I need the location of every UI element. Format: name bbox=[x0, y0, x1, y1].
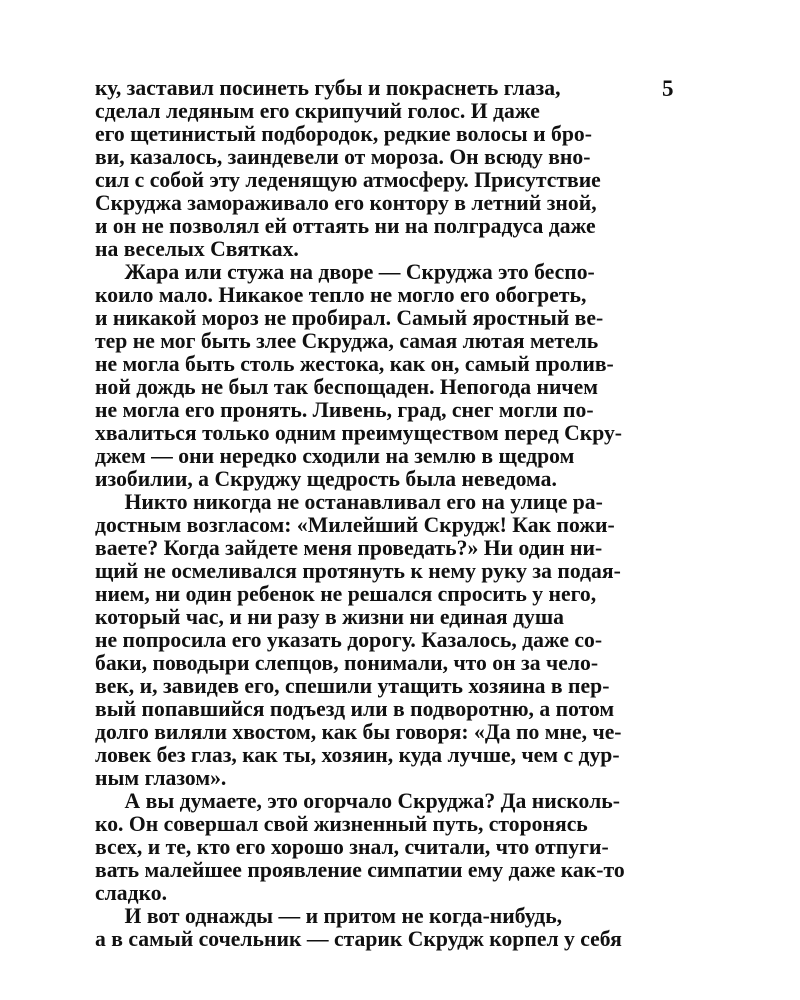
text-line: вать малейшее проявление симпатии ему даже как-то bbox=[95, 857, 625, 882]
text-line: сил с собой эту леденящую атмосферу. Присутствие bbox=[95, 167, 601, 192]
text-line: на веселых Святках. bbox=[95, 236, 299, 261]
paragraph-first-line: А вы думаете, это огорчало Скруджа? Да нисколь- bbox=[124, 788, 620, 813]
text-line: хвалиться только одним преимуществом перед Скру- bbox=[95, 420, 623, 445]
text-line: ловек без глаз, как ты, хозяин, куда лучше, чем с дур- bbox=[95, 742, 620, 767]
text-line: нием, ни один ребенок не решался спросить у него, bbox=[95, 581, 597, 606]
text-line: вый попавшийся подъезд или в подворотню, а потом bbox=[95, 696, 615, 721]
text-line: не попросила его указать дорогу. Казалось, даже со- bbox=[95, 627, 603, 652]
text-line: всех, и те, кто его хорошо знал, считали, что отпуги- bbox=[95, 834, 609, 859]
text-line: сделал ледяным его скрипучий голос. И даже bbox=[95, 98, 540, 123]
text-line: ным глазом». bbox=[95, 765, 227, 790]
text-line: и он не позволял ей оттаять ни на полградуса даже bbox=[95, 213, 596, 238]
text-line: щий не осмеливался протянуть к нему руку за подая- bbox=[95, 558, 621, 583]
text-line: долго виляли хвостом, как бы говоря: «Да по мне, че- bbox=[95, 719, 622, 744]
text-line: ви, казалось, заиндевели от мороза. Он всюду вно- bbox=[95, 144, 591, 169]
text-line: изобилии, а Скруджу щедрость была неведома. bbox=[95, 466, 557, 491]
text-line: ко. Он совершал свой жизненный путь, сторонясь bbox=[95, 811, 588, 836]
text-line: а в самый сочельник — старик Скрудж корпел у себя bbox=[95, 926, 622, 951]
text-line: не могла быть столь жестока, как он, самый пролив- bbox=[95, 351, 614, 376]
body-text bbox=[95, 76, 664, 950]
text-line: сладко. bbox=[95, 880, 168, 905]
text-line: его щетинистый подбородок, редкие волосы и бро- bbox=[95, 121, 592, 146]
text-line: ной дождь не был так беспощаден. Непогода ничем bbox=[95, 374, 599, 399]
paragraph-first-line: И вот однажды — и притом не когда-нибудь, bbox=[124, 903, 563, 928]
text-line: баки, поводыри слепцов, понимали, что он за чело- bbox=[95, 650, 599, 675]
paragraph-first-line: Никто никогда не останавливал его на улице ра- bbox=[124, 489, 603, 514]
text-line: джем — они нередко сходили на землю в щедром bbox=[95, 443, 575, 468]
page-number: 5 bbox=[662, 76, 674, 101]
paragraph-first-line: Жара или стужа на дворе — Скруджа это беспо- bbox=[124, 259, 595, 284]
text-line: тер не мог быть злее Скруджа, самая лютая метель bbox=[95, 328, 599, 353]
text-line: Скруджа замораживало его контору в летний зной, bbox=[95, 190, 597, 215]
text-line: коило мало. Никакое тепло не могло его обогреть, bbox=[95, 282, 587, 307]
text-line: и никакой мороз не пробирал. Самый яростный ве- bbox=[95, 305, 604, 330]
text-line: ку, заставил посинеть губы и покраснеть глаза, bbox=[95, 75, 561, 100]
text-line: не могла его пронять. Ливень, град, снег могли по- bbox=[95, 397, 594, 422]
text-line: который час, и ни разу в жизни ни единая душа bbox=[95, 604, 564, 629]
text-line: ваете? Когда зайдете меня проведать?» Ни один ни- bbox=[95, 535, 603, 560]
text-line: век, и, завидев его, спешили утащить хозяина в пер- bbox=[95, 673, 610, 698]
text-line: достным возгласом: «Милейший Скрудж! Как пожи- bbox=[95, 512, 615, 537]
